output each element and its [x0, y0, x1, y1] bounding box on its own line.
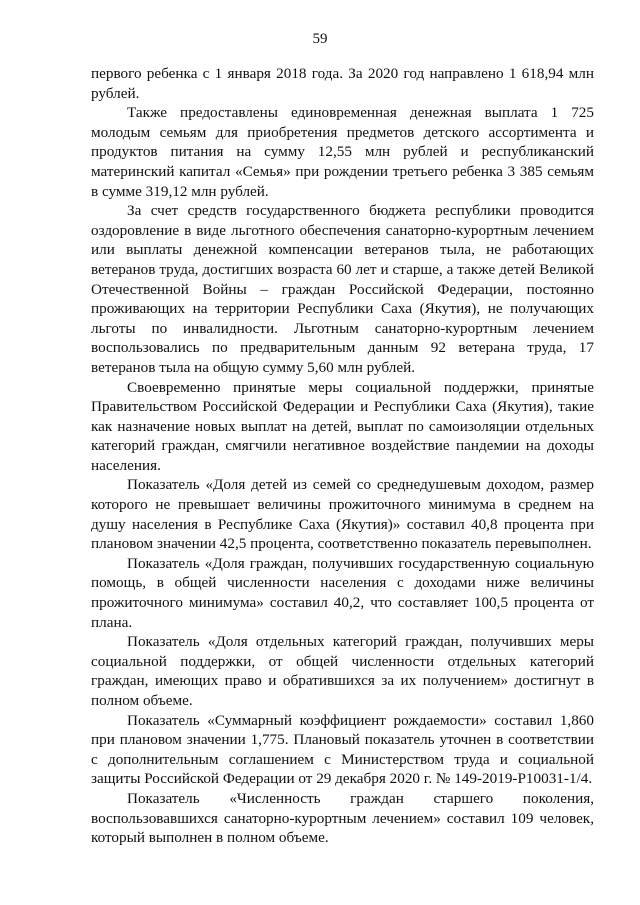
paragraph-indicator-birth-rate: Показатель «Суммарный коэффициент рождаемости» составил 1,860 при плановом значении 1,775. Плановый показатель уточнен в соответствии с дополнительным соглашением с Министерством труда и социальной защиты Российской Федерации от 29 декабря 2020 г. № 149-2019-Р10031-1/4. [91, 711, 594, 788]
document-body [91, 64, 594, 848]
paragraph-sanatorium-treatment: За счет средств государственного бюджета республики проводится оздоровление в виде льготного обеспечения санаторно-курортным лечением или выплаты денежной компенсации ветеранов тыла, не работающих ветеранов труда, достигших возраста 60 лет и старше, а также детей Великой Отечественной Войны – граждан Российской Федерации, постоянно проживающих на территории Республики Саха (Якутия), не получающих льготы по инвалидности. Льготным санаторно-курортным лечением воспользовались по предварительным данным 92 ветерана труда, 17 ветеранов тыла на общую сумму 5,60 млн рублей. [91, 202, 594, 376]
paragraph-indicator-categories: Показатель «Доля отдельных категорий граждан, получивших меры социальной поддержки, от общей численности отдельных категорий граждан, имеющих право и обратившихся за их получением» достигнут в полном объеме. [91, 633, 594, 709]
paragraph-family-payments: Также предоставлены единовременная денежная выплата 1 725 молодым семьям для приобретения предметов детского ассортимента и продуктов питания на сумму 12,55 млн рублей и республиканский материнский капитал «Семья» при рождении третьего ребенка 3 385 семьям в сумме 319,12 млн рублей. [91, 104, 594, 200]
paragraph-continuation: первого ребенка с 1 января 2018 года. За 2020 год направлено 1 618,94 млн рублей. [91, 65, 594, 102]
paragraph-indicator-children-share: Показатель «Доля детей из семей со среднедушевым доходом, размер которого не превышает величины прожиточного минимума в среднем на душу населения в Республике Саха (Якутия)» составил 40,8 процента при плановом значении 42,5 процента, соответственно показатель перевыполнен. [91, 476, 594, 553]
paragraph-social-support-measures: Своевременно принятые меры социальной поддержки, принятые Правительством Российской Федерации и Республики Саха (Якутия), такие как назначение новых выплат на детей, выплат по самоизоляции отдельных категорий граждан, смягчили негативное воздействие пандемии на доходы населения. [91, 378, 594, 474]
paragraph-indicator-social-aid: Показатель «Доля граждан, получивших государственную социальную помощь, в общей численности населения с доходами ниже величины прожиточного минимума» составил 40,2, что составляет 100,5 процента от плана. [91, 554, 594, 631]
paragraph-indicator-elderly: Показатель «Численность граждан старшего поколения, воспользовавшихся санаторно-курортным лечением» составил 109 человек, который выполнен в полном объеме. [91, 789, 594, 847]
page-number: 59 [312, 31, 328, 47]
